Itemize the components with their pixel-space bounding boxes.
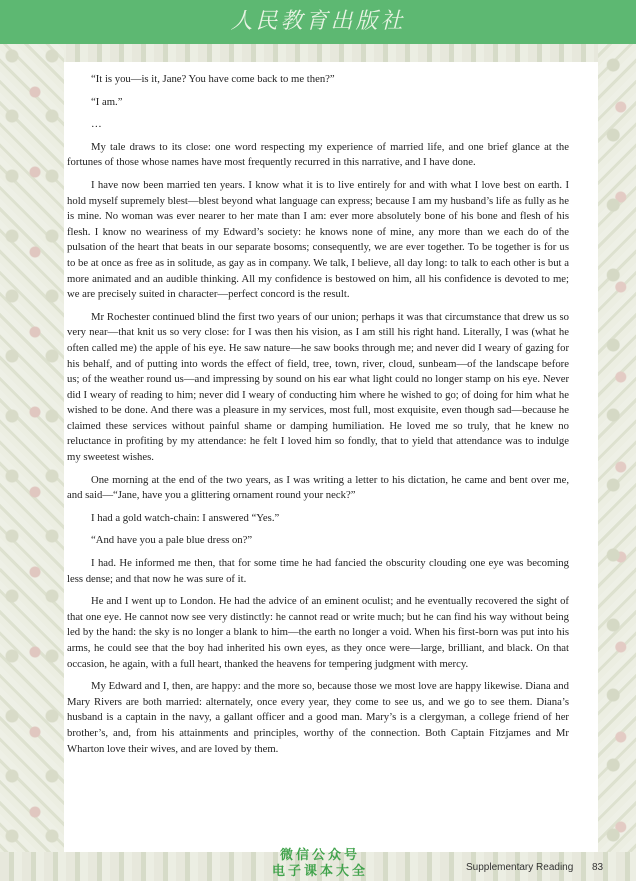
paragraph: I have now been married ten years. I know what it is to live entirely for and with what I love best on earth. I hold myself supremely blest—blest beyond what language can express; because I am my husband’s life as fully as he is mine. No woman was ever nearer to her mate than I am: ever more absolutely bone of his bone and flesh of his flesh. I know no weariness of my Edward’s society: he knows none of mine, any more than we each do of the pulsation of the heart that beats in our separate bosoms; consequently, we are ever together. To be together is for us to be at once as free as in solitude, as gay as in company. We talk, I believe, all day long: to talk to each other is but a more animated and an audible thinking. All my confidence is bestowed on him, all his confidence is devoted to me; we are precisely suited in character—perfect concord is the result. xyxy=(67,178,569,301)
page-number: 83 xyxy=(592,862,604,873)
decorative-border-left xyxy=(0,44,64,856)
paragraph: One morning at the end of the two years, as I was writing a letter to his dictation, he came and bent over me, and said—“Jane, have you a glittering ornament round your neck?” xyxy=(67,473,569,502)
paragraph: “I am.” xyxy=(91,95,123,108)
paragraph: I had. He informed me then, that for some time he had fancied the obscurity clouding one eye was becoming less dense; and that now he was sure of it. xyxy=(67,557,569,585)
paragraph: “And have you a pale blue dress on?” xyxy=(91,534,253,547)
reading-text xyxy=(67,72,569,764)
paragraph: My tale draws to its close: one word respecting my experience of married life, and one brief glance at the fortunes of those whose names have most frequently recurred in this narrative, and I have done. xyxy=(67,140,569,169)
watermark xyxy=(255,848,385,880)
publisher-logo: 人民教育出版社 xyxy=(230,9,406,34)
paragraph: He and I went up to London. He had the advice of an eminent oculist; and he eventually recovered the sight of that one eye. He cannot now see very distinctly: he cannot read or write much; but he can find his way without being led by the hand: the sky is no longer a blank to him—the earth no longer a void. When his first-born was put into his arms, he could see that the boy had inherited his own eyes, as they once were—large, brilliant, and black. On that occasion, he again, with a full heart, thanked the heavens for tempering judgment with mercy. xyxy=(67,595,569,670)
watermark-line: 微信公众号 xyxy=(279,848,360,863)
paragraph: “It is you—is it, Jane? You have come back to me then?” xyxy=(91,73,335,85)
watermark-line: 电子课本大全 xyxy=(271,864,368,879)
paragraph: Mr Rochester continued blind the first two years of our union; perhaps it was that circumstance that drew us so very near—that knit us so very close: for I was then his vision, as I am still his right hand. Literally, I was (what he often called me) the apple of his eye. He saw nature—he saw books through me; and never did I weary of gazing for his behalf, and of putting into words the effect of field, tree, town, river, cloud, sunbeam—of the landscape before us; of the weather round us—and impressing by sound on his ear what light could no longer stamp on his eye. Never did I weary of reading to him; never did I weary of conducting him where he wished to go; of doing for him what he wished to be done. And there was a pleasure in my services, most full, most exquisite, even though sad—because he claimed these services without painful shame or damping humiliation. He loved me so truly, that he knew no reluctance in profiting by my attendance: he felt I loved him so fondly, that to yield that attendance was to indulge my sweetest wishes. xyxy=(67,310,569,464)
paragraph: I had a gold watch-chain: I answered “Yes.” xyxy=(91,511,280,524)
decorative-border-top xyxy=(0,44,636,62)
page-header xyxy=(0,0,636,44)
decorative-border-right xyxy=(598,44,636,856)
paragraph: My Edward and I, then, are happy: and the more so, because those we most love are happy likewise. Diana and Mary Rivers are both married: alternately, once every year, they come to see us, and we go to see them. Diana’s husband is a captain in the navy, a gallant officer and a good man. Mary’s is a clergyman, a college friend of her brother’s, and, from his attainments and principles, worthy of the connection. Both Captain Fitzjames and Mr Wharton love their wives, and are loved by them. xyxy=(67,680,569,755)
section-label: Supplementary Reading xyxy=(466,862,574,873)
paragraph: … xyxy=(91,118,102,131)
